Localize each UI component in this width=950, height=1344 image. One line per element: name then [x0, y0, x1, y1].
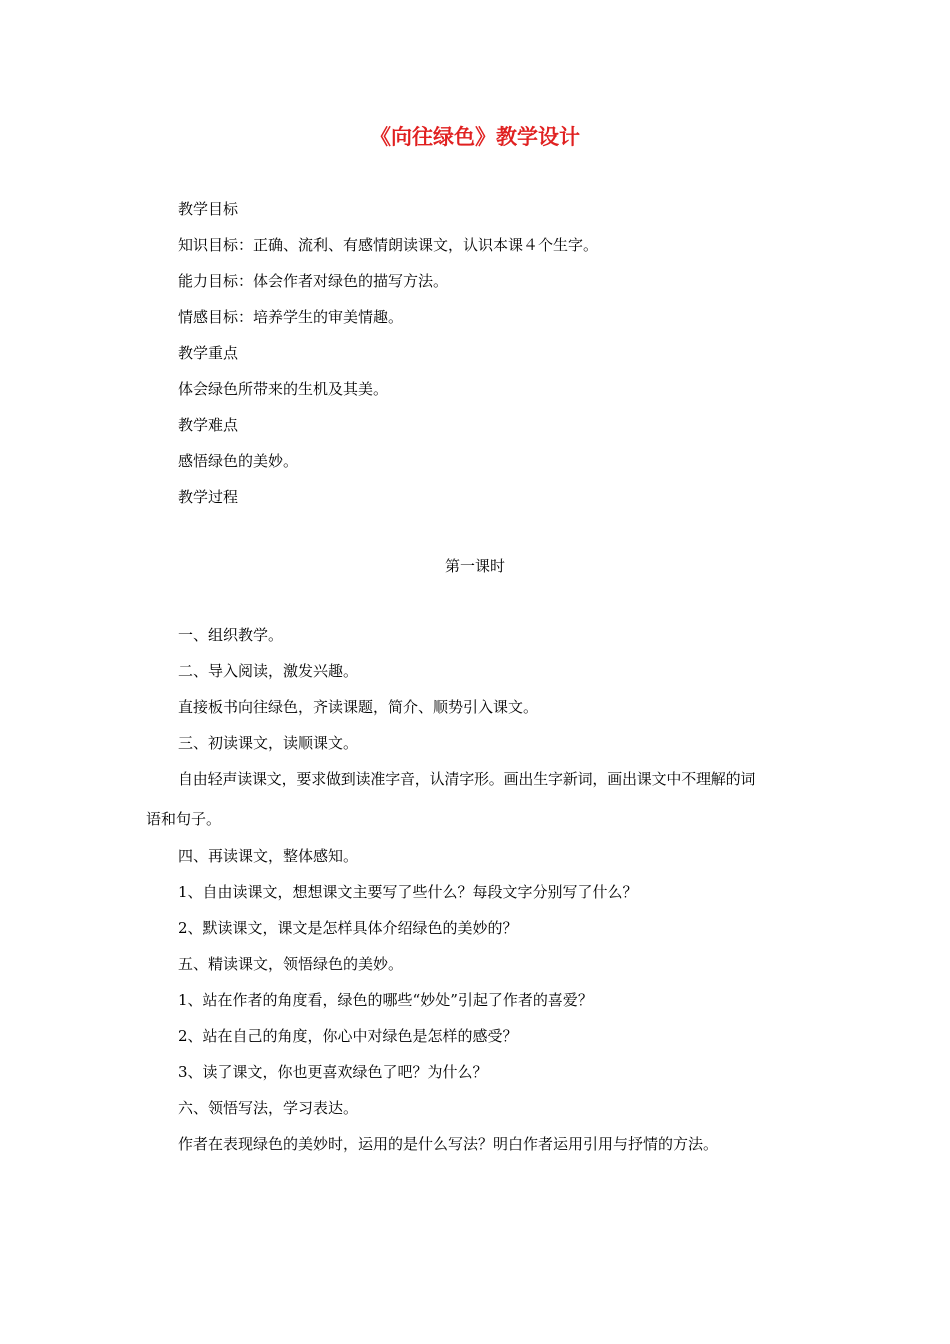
step-item: 作者在表现绿色的美妙时，运用的是什么写法？明白作者运用引用与抒情的方法。 — [178, 1135, 719, 1153]
goals-heading: 教学目标 — [178, 200, 239, 218]
step-item-continued: 语和句子。 — [146, 810, 222, 828]
step-item: 三、初读课文，读顺课文。 — [178, 734, 359, 752]
difficulty-heading: 教学难点 — [178, 416, 239, 434]
step-item: 1、自由读课文，想想课文主要写了些什么？每段文字分别写了什么？ — [178, 883, 638, 901]
key-heading: 教学重点 — [178, 344, 239, 362]
lesson-heading: 第一课时 — [444, 557, 505, 575]
process-heading: 教学过程 — [178, 488, 239, 506]
step-item: 直接板书向往绿色，齐读课题，简介、顺势引入课文。 — [178, 698, 539, 716]
goal-knowledge: 知识目标：正确、流利、有感情朗读课文，认识本课４个生字。 — [178, 236, 599, 254]
key-text: 体会绿色所带来的生机及其美。 — [178, 380, 389, 398]
step-item: 2、默读课文，课文是怎样具体介绍绿色的美妙的？ — [178, 919, 518, 937]
step-item: 2、站在自己的角度，你心中对绿色是怎样的感受？ — [178, 1027, 518, 1045]
step-item: 五、精读课文，领悟绿色的美妙。 — [178, 955, 404, 973]
goal-emotion: 情感目标：培养学生的审美情趣。 — [178, 308, 404, 326]
document-title: 《向往绿色》教学设计 — [370, 125, 580, 149]
step-item: 自由轻声读课文，要求做到读准字音，认清字形。画出生字新词，画出课文中不理解的词 — [178, 770, 756, 788]
step-item: 二、导入阅读，激发兴趣。 — [178, 662, 359, 680]
step-item: 一、组织教学。 — [178, 626, 284, 644]
difficulty-text: 感悟绿色的美妙。 — [178, 452, 299, 470]
step-item: 3、读了课文，你也更喜欢绿色了吧？为什么？ — [178, 1063, 488, 1081]
step-item: 1、站在作者的角度看，绿色的哪些“妙处”引起了作者的喜爱？ — [178, 991, 593, 1009]
step-item: 六、领悟写法，学习表达。 — [178, 1099, 359, 1117]
step-item: 四、再读课文，整体感知。 — [178, 847, 359, 865]
goal-ability: 能力目标：体会作者对绿色的描写方法。 — [178, 272, 449, 290]
